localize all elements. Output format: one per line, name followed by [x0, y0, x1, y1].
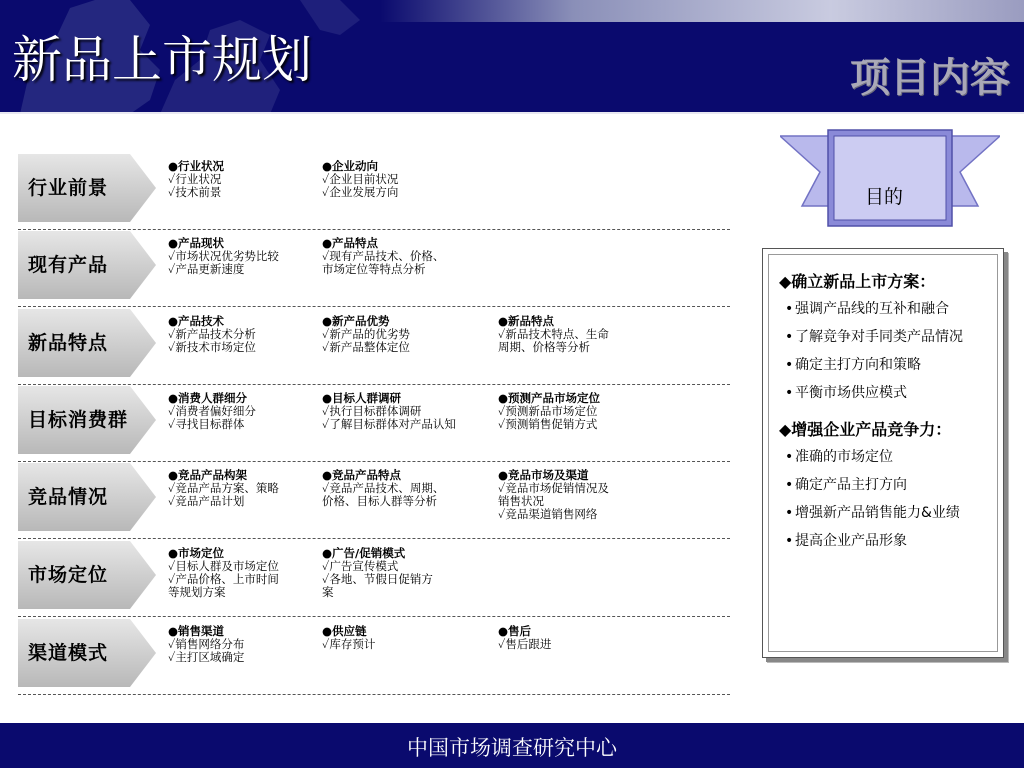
goal-heading-2: ◆增强企业产品竞争力： — [779, 420, 952, 439]
list-item: • 增强新产品销售能力&业绩 — [785, 504, 997, 523]
goal-heading-1: ◆确立新品上市方案： — [779, 272, 936, 291]
column-heading: ●产品技术 — [168, 314, 225, 328]
row-market-positioning — [18, 541, 730, 609]
panel-inner-border — [768, 254, 998, 652]
row-column — [168, 392, 338, 431]
list-item: • 强调产品线的互补和融合 — [785, 300, 997, 319]
dashed-divider — [18, 306, 730, 307]
dashed-divider — [18, 229, 730, 230]
column-items: ✓执行目标群体调研 ✓了解目标群体对产品认知 — [322, 404, 456, 431]
list-item: • 提高企业产品形象 — [785, 532, 997, 551]
column-items: ✓预测新品市场定位 ✓预测销售促销方式 — [498, 404, 598, 431]
footer-bar — [0, 723, 1024, 768]
ribbon-badge — [780, 128, 1000, 228]
dashed-divider — [18, 538, 730, 539]
column-items: ✓新产品的优劣势 ✓新产品整体定位 — [322, 327, 410, 354]
dashed-divider — [18, 694, 730, 695]
goal-list-1 — [769, 300, 997, 403]
column-heading: ●企业动向 — [322, 159, 379, 173]
row-column — [322, 315, 492, 354]
row-channel-model — [18, 619, 730, 687]
row-industry-outlook — [18, 154, 730, 222]
row-label: 现有产品 — [28, 254, 109, 276]
column-items: ✓行业状况 ✓技术前景 — [168, 172, 222, 199]
column-items: ✓新品技术特点、生命 周期、价格等分析 — [498, 327, 609, 354]
section-subtitle: 项目内容 — [850, 55, 1010, 101]
column-heading: ●新产品优势 — [322, 314, 390, 328]
row-tab — [18, 309, 156, 377]
list-item: • 准确的市场定位 — [785, 448, 997, 467]
row-competitor-situation — [18, 463, 730, 531]
row-column — [168, 160, 338, 199]
row-tab — [18, 541, 156, 609]
row-label: 渠道模式 — [28, 642, 109, 664]
column-heading: ●竞品产品构架 — [168, 468, 248, 482]
column-heading: ●售后 — [498, 624, 532, 638]
column-heading: ●预测产品市场定位 — [498, 391, 601, 405]
list-item: • 确定主打方向和策略 — [785, 356, 997, 375]
column-heading: ●目标人群调研 — [322, 391, 402, 405]
row-column — [322, 469, 492, 508]
column-items: ✓竞品市场促销情况及 销售状况 ✓竞品渠道销售网络 — [498, 481, 609, 521]
row-column — [322, 547, 492, 599]
badge-label: 目的 — [864, 186, 903, 208]
row-column — [168, 315, 338, 354]
row-column — [168, 237, 338, 276]
column-heading: ●新品特点 — [498, 314, 555, 328]
row-column — [168, 547, 338, 599]
header-banner — [0, 0, 1024, 114]
row-column — [168, 625, 338, 664]
column-items: ✓企业目前状况 ✓企业发展方向 — [322, 172, 399, 199]
row-column — [322, 237, 492, 276]
column-heading: ●消费人群细分 — [168, 391, 248, 405]
dashed-divider — [18, 384, 730, 385]
row-column — [498, 625, 668, 651]
column-items: ✓现有产品技术、价格、 市场定位等特点分析 — [322, 249, 445, 276]
dashed-divider — [18, 616, 730, 617]
column-heading: ●竞品市场及渠道 — [498, 468, 589, 482]
header-divider — [0, 112, 1024, 114]
row-existing-products — [18, 231, 730, 299]
column-heading: ●广告/促销模式 — [322, 546, 406, 560]
page-title: 新品上市规划 — [12, 31, 312, 89]
column-items: ✓广告宣传模式 ✓各地、节假日促销方 案 — [322, 559, 433, 599]
column-heading: ●销售渠道 — [168, 624, 225, 638]
dashed-divider — [18, 461, 730, 462]
row-column — [322, 160, 492, 199]
row-column — [322, 625, 492, 651]
list-item: • 确定产品主打方向 — [785, 476, 997, 495]
row-column — [498, 392, 668, 431]
column-items: ✓消费者偏好细分 ✓寻找目标群体 — [168, 404, 256, 431]
column-heading: ●供应链 — [322, 624, 367, 638]
list-item: • 平衡市场供应模式 — [785, 384, 997, 403]
column-items: ✓市场状况优劣势比较 ✓产品更新速度 — [168, 249, 279, 276]
row-column — [322, 392, 492, 431]
row-label: 新品特点 — [28, 332, 109, 354]
column-heading: ●产品特点 — [322, 236, 379, 250]
row-tab — [18, 463, 156, 531]
column-items: ✓销售网络分布 ✓主打区域确定 — [168, 637, 245, 664]
purpose-panel — [762, 248, 1004, 658]
row-label: 目标消费群 — [28, 409, 129, 431]
column-items: ✓竞品产品技术、周期、 价格、目标人群等分析 — [322, 481, 445, 508]
row-label: 市场定位 — [28, 564, 109, 586]
column-items: ✓售后跟进 — [498, 637, 552, 651]
row-label: 竞品情况 — [28, 486, 109, 508]
column-items: ✓库存预计 — [322, 637, 376, 651]
goal-list-2 — [769, 448, 997, 551]
column-heading: ●市场定位 — [168, 546, 225, 560]
row-tab — [18, 154, 156, 222]
column-heading: ●行业状况 — [168, 159, 225, 173]
column-items: ✓目标人群及市场定位 ✓产品价格、上市时间 等规划方案 — [168, 559, 279, 599]
row-new-product-features — [18, 309, 730, 377]
column-items: ✓新产品技术分析 ✓新技术市场定位 — [168, 327, 256, 354]
list-item: • 了解竞争对手同类产品情况 — [785, 328, 997, 347]
column-items: ✓竞品产品方案、策略 ✓竞品产品计划 — [168, 481, 279, 508]
decorative-strip — [380, 0, 1024, 22]
row-target-consumers — [18, 386, 730, 454]
column-heading: ●产品现状 — [168, 236, 225, 250]
row-label: 行业前景 — [28, 177, 109, 199]
row-column — [498, 315, 668, 354]
column-heading: ●竞品产品特点 — [322, 468, 402, 482]
row-tab — [18, 619, 156, 687]
footer-text: 中国市场调查研究中心 — [407, 736, 617, 760]
row-tab — [18, 386, 156, 454]
row-column — [498, 469, 668, 521]
row-tab — [18, 231, 156, 299]
row-column — [168, 469, 338, 508]
